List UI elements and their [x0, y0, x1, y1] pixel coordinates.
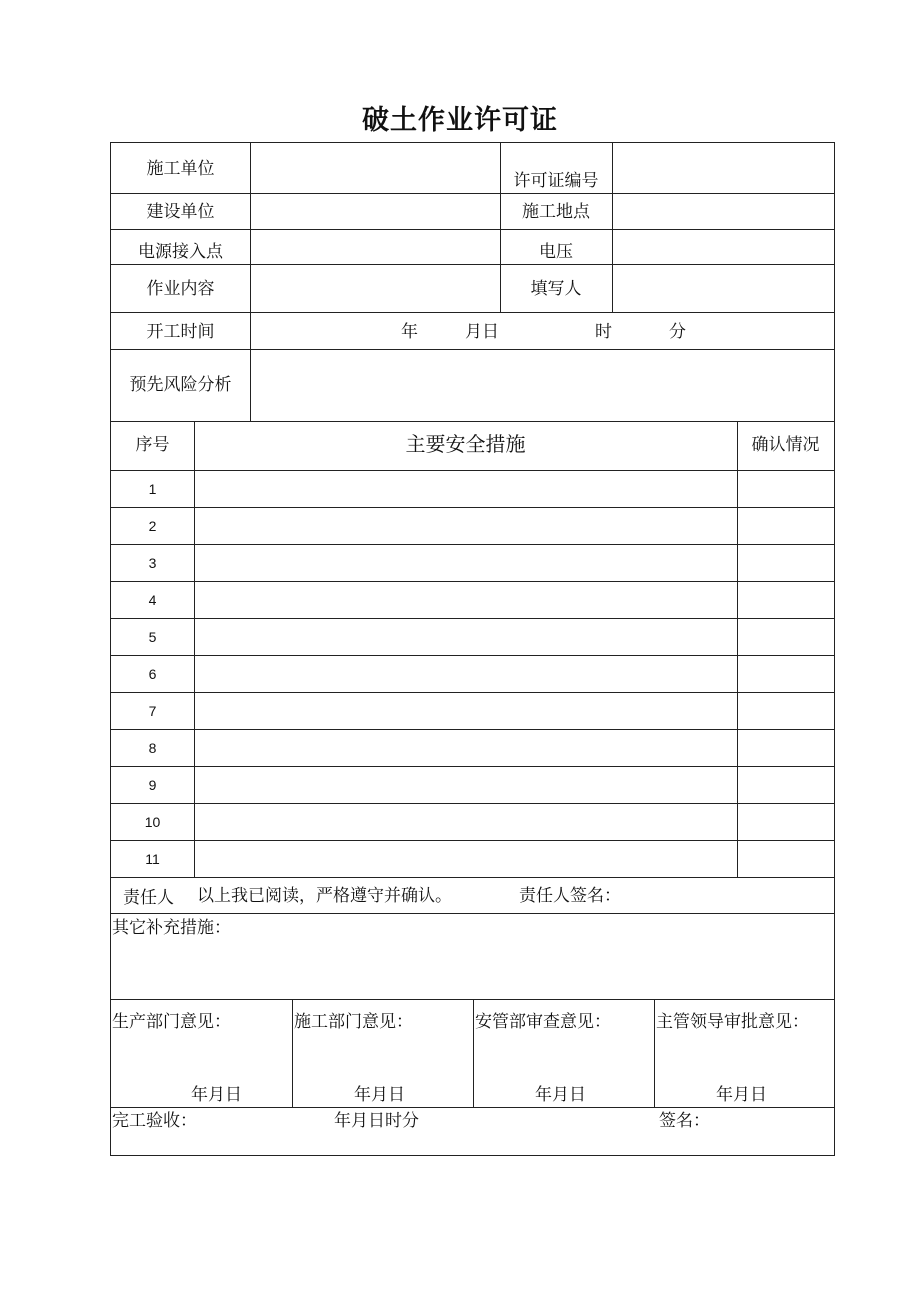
work-content-label: 作业内容	[146, 279, 215, 299]
col-line	[250, 143, 251, 349]
construction-unit-label: 施工单位	[146, 159, 215, 179]
row-number: 9	[148, 777, 157, 793]
col-line	[250, 349, 251, 421]
header-no: 序号	[135, 435, 170, 455]
row-line	[111, 581, 834, 582]
col-line	[292, 999, 293, 1107]
supplement-label: 其它补充措施：	[112, 918, 231, 938]
row-number: 1	[148, 481, 157, 497]
header-confirm: 确认情况	[751, 435, 820, 455]
col-line	[194, 421, 195, 877]
completion-label: 完工验收：	[112, 1111, 197, 1131]
start-minute-label: 分	[669, 322, 686, 342]
row-number: 3	[148, 555, 157, 571]
row-number: 6	[148, 666, 157, 682]
row-line	[111, 507, 834, 508]
row-number: 2	[148, 518, 157, 534]
row-line	[111, 421, 834, 422]
leader-approval-label: 主管领导审批意见：	[656, 1012, 809, 1032]
voltage-label: 电压	[539, 242, 573, 262]
row-line	[111, 470, 834, 471]
col-line	[737, 421, 738, 877]
col-line	[473, 999, 474, 1107]
row-line	[111, 840, 834, 841]
risk-analysis-label: 预先风险分析	[129, 375, 232, 395]
completion-datetime: 年月日时分	[334, 1111, 419, 1131]
start-time-label: 开工时间	[146, 322, 215, 342]
row-line	[111, 618, 834, 619]
row-number: 8	[148, 740, 157, 756]
row-line	[111, 729, 834, 730]
permit-number-label: 许可证编号	[513, 171, 599, 191]
construction-dept-opinion-label: 施工部门意见：	[294, 1012, 413, 1032]
row-number: 5	[148, 629, 157, 645]
row-line	[111, 913, 834, 914]
row-line	[111, 312, 834, 313]
safety-dept-opinion-label: 安管部审查意见：	[475, 1012, 611, 1032]
col-line	[654, 999, 655, 1107]
start-year-label: 年	[401, 322, 418, 342]
row-line	[111, 544, 834, 545]
start-hour-label: 时	[595, 322, 612, 342]
row-line	[111, 1107, 834, 1108]
permit-form	[110, 142, 835, 1156]
row-line	[111, 349, 834, 350]
col-line	[612, 143, 613, 312]
responsible-signature-label: 责任人签名：	[519, 886, 621, 906]
power-point-label: 电源接入点	[138, 242, 223, 262]
site-label: 施工地点	[522, 202, 590, 222]
safety-dept-date: 年月日	[535, 1085, 586, 1105]
builder-unit-label: 建设单位	[146, 202, 215, 222]
row-line	[111, 877, 834, 878]
row-number: 7	[148, 703, 157, 719]
row-line	[111, 766, 834, 767]
responsible-label: 责任人	[123, 888, 174, 908]
row-line	[111, 803, 834, 804]
row-line	[111, 264, 834, 265]
filler-label: 填写人	[530, 279, 582, 299]
leader-approval-date: 年月日	[716, 1085, 767, 1105]
row-line	[111, 229, 834, 230]
production-dept-date: 年月日	[191, 1085, 242, 1105]
row-line	[111, 193, 834, 194]
form-title: 破土作业许可证	[362, 105, 558, 136]
row-line	[111, 655, 834, 656]
production-dept-opinion-label: 生产部门意见：	[112, 1012, 231, 1032]
header-main-measures: 主要安全措施	[405, 432, 526, 456]
responsible-statement: 以上我已阅读，严格遵守并确认。	[197, 886, 452, 906]
construction-dept-date: 年月日	[354, 1085, 405, 1105]
completion-sign-label: 签名：	[659, 1111, 710, 1131]
row-number: 10	[144, 814, 161, 830]
row-number: 11	[145, 851, 160, 867]
row-line	[111, 692, 834, 693]
row-number: 4	[148, 592, 157, 608]
start-month-day-label: 月日	[465, 322, 499, 342]
